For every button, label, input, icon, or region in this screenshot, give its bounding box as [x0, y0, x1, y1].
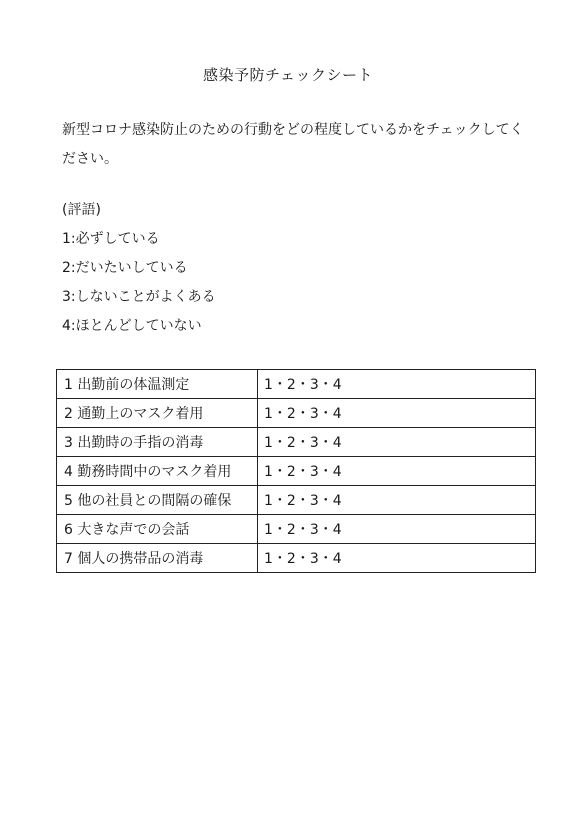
checklist-item: 6 大きな声での会話 [57, 515, 258, 544]
table-row [57, 486, 536, 515]
table-row [57, 399, 536, 428]
rating-scale-heading: (評語) [62, 202, 101, 218]
rating-options[interactable]: 1・2・3・4 [258, 399, 536, 428]
rating-options[interactable]: 1・2・3・4 [258, 370, 536, 399]
page-title: 感染予防チェックシート [202, 66, 374, 84]
rating-options[interactable]: 1・2・3・4 [258, 457, 536, 486]
rating-options[interactable]: 1・2・3・4 [258, 486, 536, 515]
table-row [57, 370, 536, 399]
checklist-item: 5 他の社員との間隔の確保 [57, 486, 258, 515]
table-row [57, 544, 536, 573]
checklist-item: 7 個人の携帯品の消毒 [57, 544, 258, 573]
rating-level-3: 3:しないことがよくある [62, 289, 216, 305]
table-row [57, 428, 536, 457]
rating-level-2: 2:だいたいしている [62, 260, 188, 276]
table-row [57, 515, 536, 544]
checklist-item: 4 勤務時間中のマスク着用 [57, 457, 258, 486]
rating-options[interactable]: 1・2・3・4 [258, 515, 536, 544]
rating-level-1: 1:必ずしている [62, 231, 160, 247]
checklist-table [56, 369, 536, 573]
rating-options[interactable]: 1・2・3・4 [258, 544, 536, 573]
checklist-item: 1 出勤前の体温測定 [57, 370, 258, 399]
rating-options[interactable]: 1・2・3・4 [258, 428, 536, 457]
rating-level-4: 4:ほとんどしていない [62, 318, 202, 334]
rating-scale [62, 196, 216, 341]
checklist-item: 2 通勤上のマスク着用 [57, 399, 258, 428]
table-row [57, 457, 536, 486]
intro-text: 新型コロナ感染防止のための行動をどの程度しているかをチェックしてください。 [62, 122, 524, 167]
checklist-item: 3 出勤時の手指の消毒 [57, 428, 258, 457]
